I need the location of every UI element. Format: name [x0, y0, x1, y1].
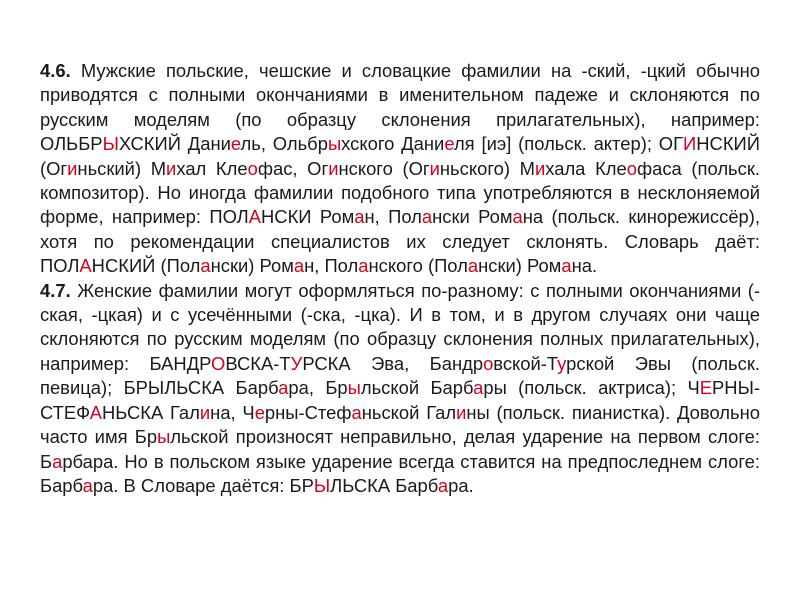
text-run: н, Пол	[364, 206, 422, 228]
text-run: РНЫ-СТЕФ	[40, 377, 760, 423]
stressed-vowel: а	[200, 255, 211, 277]
stressed-vowel: о	[247, 157, 258, 179]
stressed-vowel: и	[534, 157, 546, 179]
stressed-vowel: а	[354, 206, 365, 228]
text-run: ры (польск. актриса); Ч	[483, 377, 700, 399]
stressed-vowel: а	[473, 377, 484, 399]
text-run: на (польск. кинорежиссёр), хотя по рекомендации специалистов их следует склонять. Словарь даёт: ПОЛ	[40, 206, 761, 277]
text-run: НЬСКА Гал	[102, 401, 200, 423]
stressed-vowel: а	[52, 450, 63, 472]
stressed-vowel: а	[421, 206, 433, 228]
text-run: на.	[571, 255, 598, 277]
text-run: рбара. Но в польском языке ударение всегда ставится на предпоследнем слоге: Барб	[40, 450, 760, 496]
text-run: ны (польск. пианистка). Довольно часто имя Бр	[40, 401, 760, 448]
stressed-vowel: а	[293, 255, 305, 277]
text-run: рской Эвы (польск. певица); БРЫЛЬСКА Барб	[40, 352, 760, 399]
stressed-vowel: и	[67, 157, 78, 179]
stressed-vowel: А	[79, 255, 92, 277]
stressed-vowel: Е	[699, 377, 713, 399]
stressed-vowel: и	[328, 157, 339, 179]
paragraph-number: 4.7.	[40, 279, 71, 301]
text-run: льской Барб	[360, 377, 474, 399]
text-run: нского (Ог	[338, 157, 430, 179]
stressed-vowel: А	[89, 401, 103, 423]
text-run: нски Ром	[432, 206, 513, 228]
text-run: ль, Ольбр	[240, 133, 328, 155]
stressed-vowel: а	[351, 401, 362, 423]
stressed-vowel: а	[467, 255, 479, 277]
text-run: фаса (польск. композитор). Но иногда фамилии подобного типа употребляются в несклоняемой форме, например: ПОЛ	[40, 157, 760, 228]
stressed-vowel: о	[626, 157, 637, 179]
document-body	[40, 59, 760, 498]
stressed-vowel: Ы	[313, 474, 331, 496]
text-run: нски) Ром	[210, 255, 294, 277]
text-run: льской произносят неправильно, делая ударение на первом слоге: Б	[40, 426, 761, 472]
stressed-vowel: а	[561, 255, 572, 277]
text-run: ньский) М	[77, 157, 167, 179]
text-run: нского (Пол	[368, 255, 468, 277]
stressed-vowel: и	[456, 401, 467, 423]
paragraph-text	[40, 280, 760, 496]
paragraph-number: 4.6.	[40, 60, 71, 81]
paragraph-4-7	[40, 279, 760, 499]
stressed-vowel: е	[230, 133, 241, 155]
text-run: ЛЬСКА Барб	[330, 474, 438, 496]
stressed-vowel: и	[199, 401, 211, 423]
text-run: НСКИЙ (Пол	[91, 255, 201, 277]
stressed-vowel: И	[683, 133, 697, 155]
stressed-vowel: у	[557, 352, 567, 374]
text-run: ХСКИЙ Дани	[118, 133, 231, 155]
stressed-vowel: ы	[347, 377, 361, 399]
stressed-vowel: и	[429, 157, 440, 179]
stressed-vowel: А	[248, 206, 262, 228]
stressed-vowel: е	[444, 133, 454, 155]
text-run: ньского) М	[439, 157, 535, 179]
text-run: ВСКА-Т	[225, 352, 291, 374]
stressed-vowel: а	[278, 377, 289, 399]
paragraph-4-6	[40, 59, 760, 279]
text-run: Женские фамилии могут оформляться по-разному: с полными окончаниями (-ская, -цкая) и с усечёнными (-ска, -цка). И в том, и в другом случаях они чаще склоняются по русским моделям (по образцу склонения полных прилагательных), например: БАНДР	[40, 279, 760, 374]
text-run: РСКА Эва, Бандр	[302, 352, 484, 374]
text-run: НСКИЙ (Ог	[40, 133, 760, 179]
text-run: ля [иэ] (польск. актер); ОГ	[453, 133, 684, 155]
text-run: ра.	[448, 474, 474, 496]
text-run: н, Пол	[304, 255, 359, 277]
stressed-vowel: Ы	[102, 133, 119, 155]
text-run: хала Кле	[545, 157, 627, 179]
text-run: ньской Гал	[361, 401, 457, 423]
stressed-vowel: ы	[327, 133, 342, 155]
stressed-vowel: е	[254, 401, 265, 423]
text-run: хал Кле	[176, 157, 248, 179]
stressed-vowel: О	[211, 352, 226, 374]
text-run: ра. В Словаре даётся: БР	[92, 474, 314, 496]
stressed-vowel: а	[437, 474, 449, 496]
text-run: фас, Ог	[257, 157, 329, 179]
paragraph-text	[40, 60, 760, 276]
text-run: вской-Т	[493, 352, 558, 374]
text-run: рны-Стеф	[264, 401, 352, 423]
text-run: хского Дани	[341, 133, 445, 155]
stressed-vowel: и	[166, 157, 177, 179]
stressed-vowel: ы	[157, 426, 171, 448]
text-run: нски) Ром	[478, 255, 562, 277]
stressed-vowel: У	[290, 352, 303, 374]
stressed-vowel: о	[483, 352, 494, 374]
text-run: ра, Бр	[288, 377, 348, 399]
text-run: на, Ч	[210, 401, 255, 423]
stressed-vowel: а	[82, 474, 93, 496]
text-run: Мужские польские, чешские и словацкие фамилии на -ский, -цкий обычно приводятся с полными окончаниями в именительном падеже и склоняются по русским моделям (по образцу склонения прилагательных), например: ОЛЬБР	[40, 60, 760, 155]
stressed-vowel: а	[358, 255, 369, 277]
stressed-vowel: а	[512, 206, 523, 228]
text-run: НСКИ Ром	[261, 206, 355, 228]
